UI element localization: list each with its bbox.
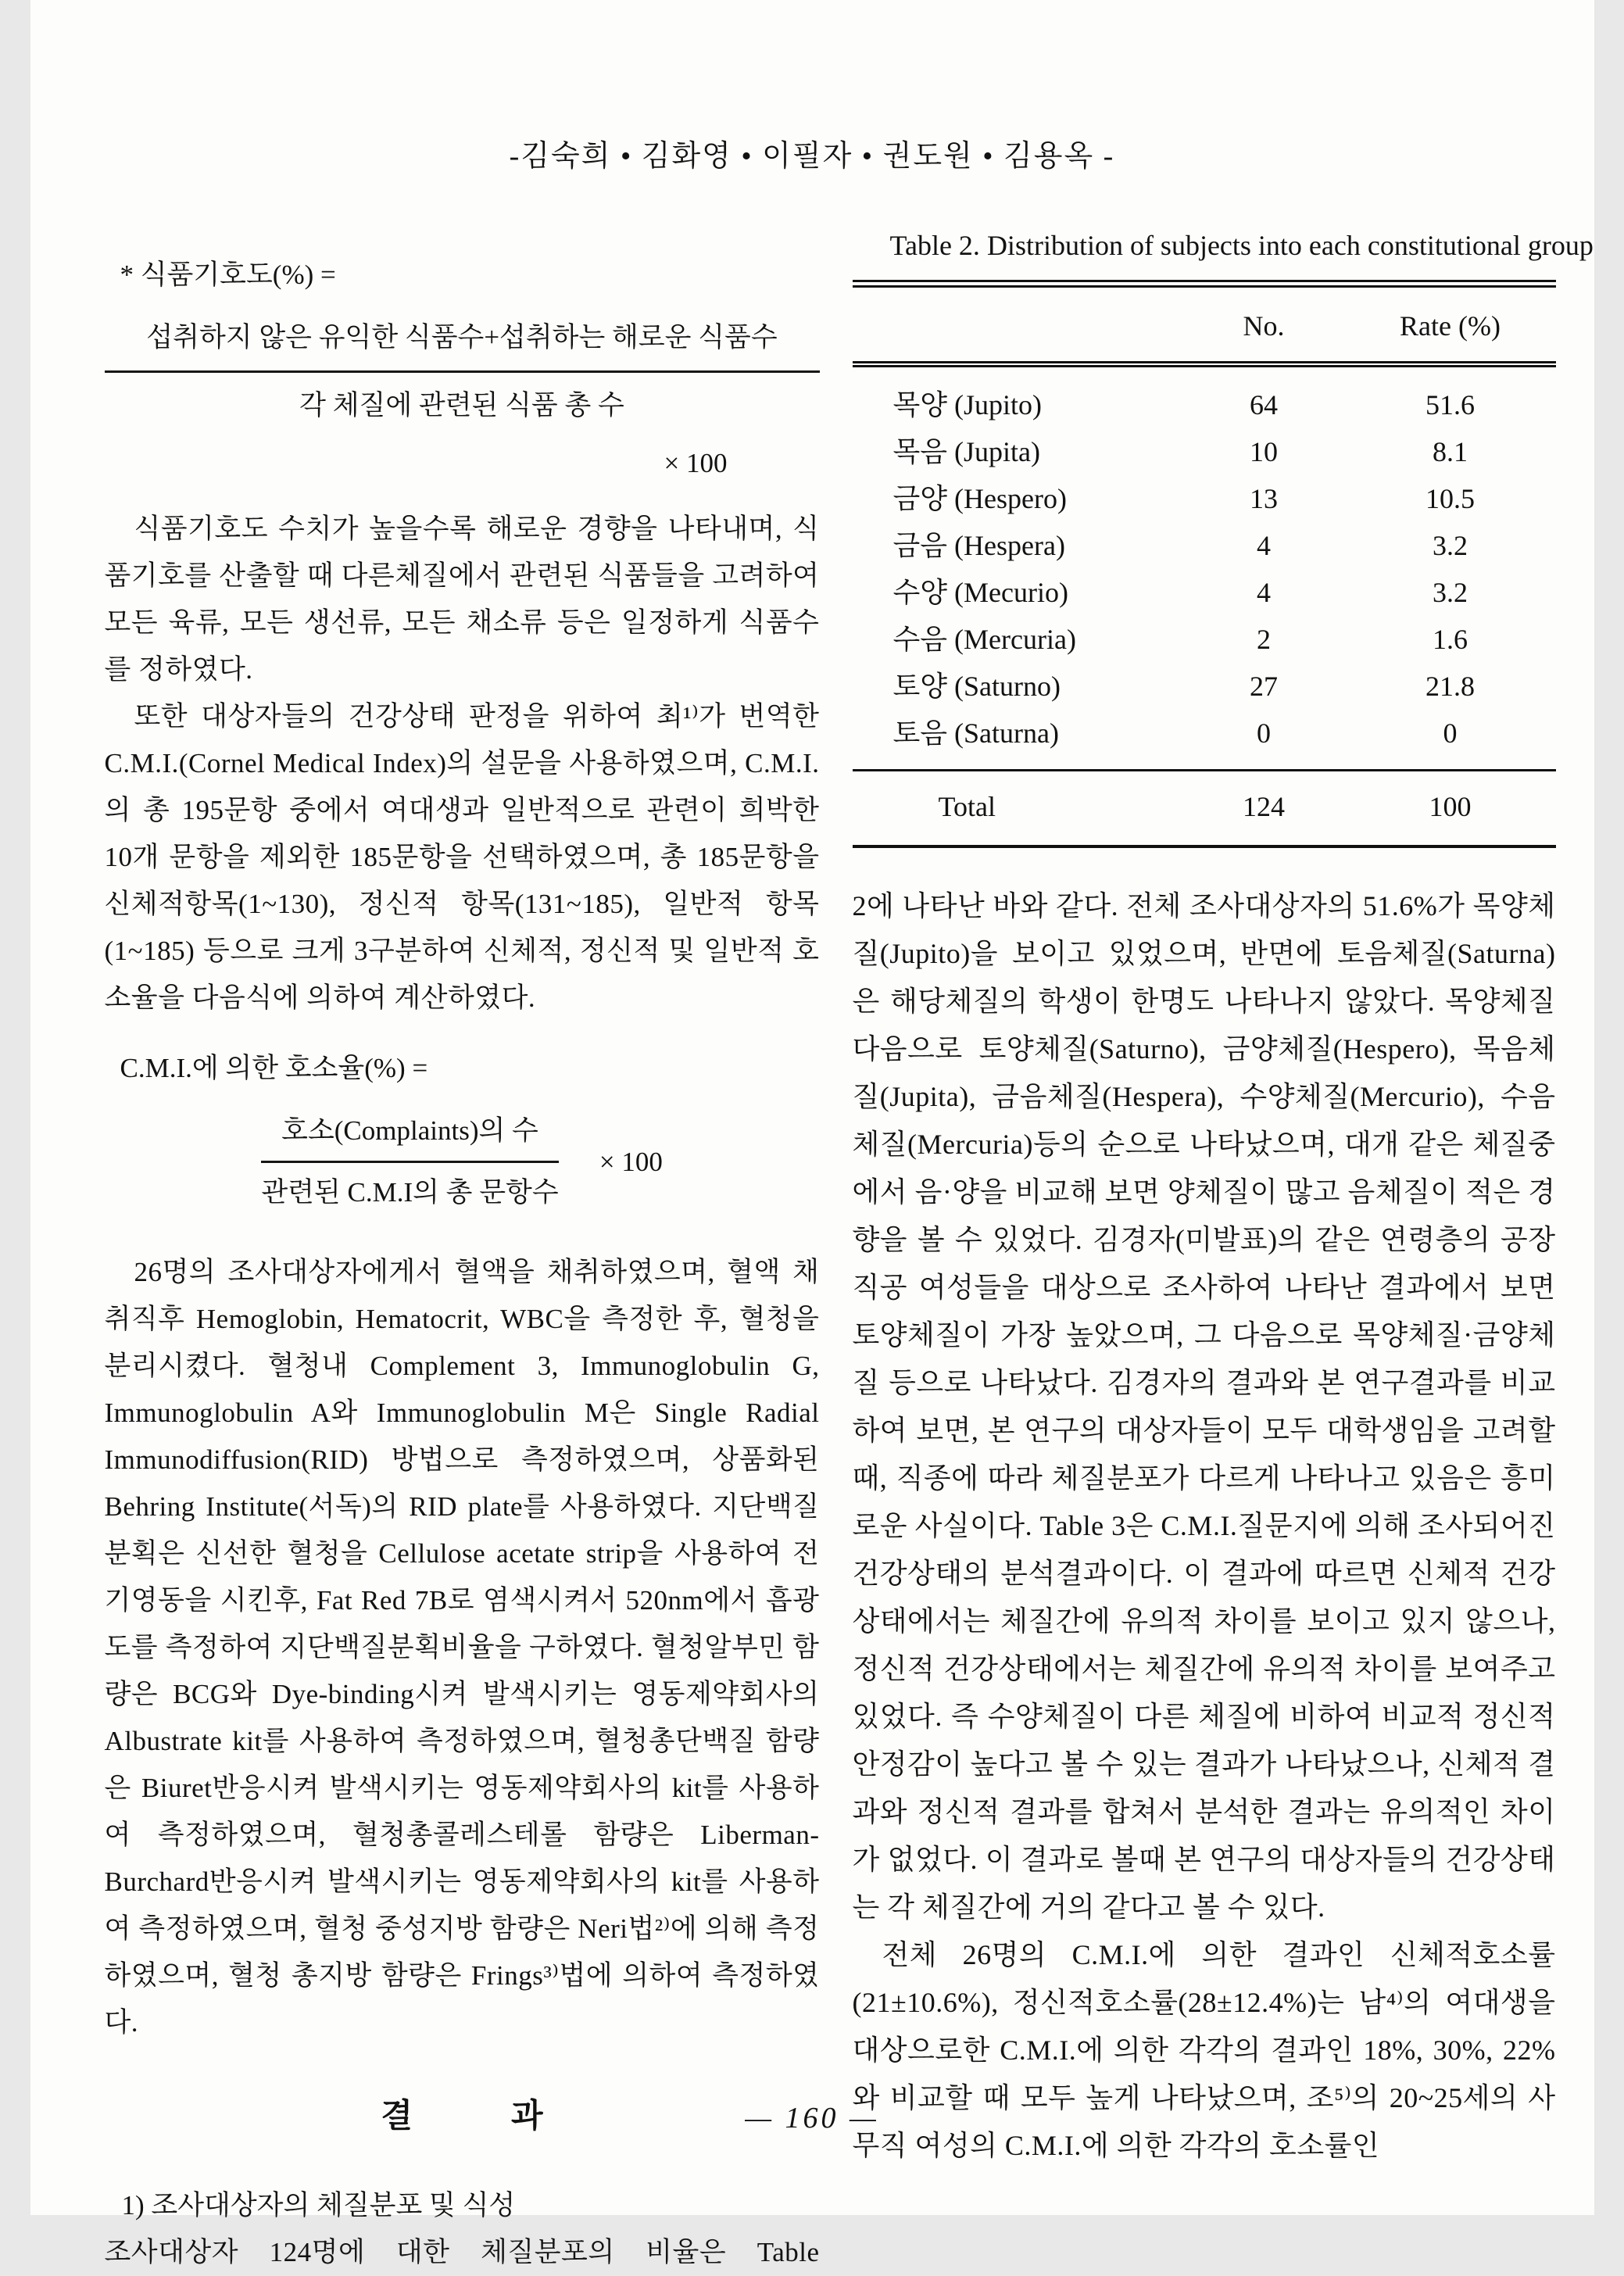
section-heading-results: 결 과 (105, 2090, 820, 2137)
table-footer (853, 771, 1556, 847)
row-no: 0 (1183, 710, 1345, 771)
row-label: 수음 (Mercuria) (853, 616, 1183, 663)
row-label: 토양 (Saturno) (853, 663, 1183, 710)
table-row (853, 428, 1556, 475)
table-2-constitution-distribution (853, 280, 1556, 848)
row-no: 10 (1183, 428, 1345, 475)
formula-cmi-complaint-rate (105, 1045, 820, 1213)
row-no: 13 (1183, 475, 1345, 522)
table-caption-text: Distribution of subjects into each constitutional group (987, 230, 1594, 261)
table-body (853, 364, 1556, 771)
paragraph: 전체 26명의 C.M.I.에 의한 결과인 신체적호소률(21±10.6%), 정신적호소률(28±12.4%)는 남⁴⁾의 여대생을 대상으로한 C.M.I.에 의한 각각의 결과인 18%, 30%, 22%와 비교할 때 모두 높게 나타났으며, 조⁵⁾의 20~25세의 사무직 여성의 C.M.I.에 의한 각각의 호소률인 (853, 1931, 1556, 2170)
table-row (853, 569, 1556, 616)
left-column (105, 252, 820, 2276)
row-label: 토음 (Saturna) (853, 710, 1183, 771)
total-rate: 100 (1345, 771, 1556, 847)
paragraph: 26명의 조사대상자에게서 혈액을 채취하였으며, 혈액 채취직후 Hemoglobin, Hematocrit, WBC을 측정한 후, 혈청을 분리시켰다. 혈청내 Complement 3, Immunoglobulin G, Immunoglobulin A와 Immunoglobulin M은 Single Radial Immunodiffusion(RID) 방법으로 측정하였으며, 상품화된 Behring Institute(서독)의 RID plate를 사용하였다. 지단백질분획은 신선한 혈청을 Cellulose acetate strip을 사용하여 전기영동을 시킨후, Fat Red 7B로 염색시켜서 520nm에서 흡광도를 측정하여 지단백질분획비율을 구하였다. 혈청알부민 함량은 BCG와 Dye-binding시켜 발색시키는 영동제약회사의 Albustrate kit를 사용하여 측정하였으며, 혈청총단백질 함량은 Biuret반응시켜 발색시키는 영동제약회사의 kit를 사용하여 측정하였으며, 혈청총콜레스테롤 함량은 Liberman-Burchard반응시켜 발색시키는 영동제약회사의 kit를 사용하여 측정하였으며, 혈청 중성지방 함량은 Neri법²⁾에 의해 측정하였으며, 혈청 총지방 함량은 Frings³⁾법에 의하여 측정하였다. (105, 1249, 820, 2046)
header-cell-blank (853, 284, 1183, 364)
row-label: 수양 (Mecurio) (853, 569, 1183, 616)
row-label: 목음 (Jupita) (853, 428, 1183, 475)
row-rate: 0 (1345, 710, 1556, 771)
row-label: 금양 (Hespero) (853, 475, 1183, 522)
authors-line: -김숙희 • 김화영 • 이필자 • 권도원 • 김용옥 - (30, 131, 1594, 174)
table-total-row (853, 771, 1556, 847)
row-rate: 3.2 (1345, 522, 1556, 569)
right-column (853, 225, 1556, 2170)
header-cell-no: No. (1183, 284, 1345, 364)
total-label: Total (853, 771, 1183, 847)
row-rate: 10.5 (1345, 475, 1556, 522)
row-no: 4 (1183, 522, 1345, 569)
row-no: 64 (1183, 364, 1345, 428)
formula-title: * 식품기호도(%) = (120, 252, 820, 299)
row-rate: 1.6 (1345, 616, 1556, 663)
table-row (853, 522, 1556, 569)
row-no: 2 (1183, 616, 1345, 663)
row-rate: 51.6 (1345, 364, 1556, 428)
row-rate: 8.1 (1345, 428, 1556, 475)
row-label: 금음 (Hespera) (853, 522, 1183, 569)
table-row (853, 616, 1556, 663)
table-row (853, 475, 1556, 522)
fraction-numerator: 섭취하지 않은 유익한 식품수+섭취하는 해로운 식품수 (105, 317, 820, 373)
formula-food-preference (105, 252, 820, 479)
paragraph: 조사대상자 124명에 대한 체질분포의 비율은 Table (105, 2229, 820, 2276)
table-header (853, 284, 1556, 364)
total-no: 124 (1183, 771, 1345, 847)
fraction-row (105, 1111, 820, 1213)
fraction (261, 1111, 559, 1213)
row-no: 4 (1183, 569, 1345, 616)
formula-title: C.M.I.에 의한 호소율(%) = (120, 1045, 820, 1092)
paragraph: 2에 나타난 바와 같다. 전체 조사대상자의 51.6%가 목양체질(Jupito)을 보이고 있었으며, 반면에 토음체질(Saturna)은 해당체질의 학생이 한명도 나타나지 않았다. 목양체질 다음으로 토양체질(Saturno), 금양체질(Hespero), 목음체질(Jupita), 금음체질(Hespera), 수양체질(Mercurio), 수음체질(Mercuria)등의 순으로 나타났으며, 대개 같은 체질중에서 음·양을 비교해 보면 양체질이 많고 음체질이 적은 경향을 볼 수 있었다. 김경자(미발표)의 같은 연령층의 공장직공 여성들을 대상으로 조사하여 나타난 결과에서 보면 토양체질이 가장 높았으며, 그 다음으로 목양체질·금양체질 등으로 나타났다. 김경자의 결과와 본 연구결과를 비교하여 보면, 본 연구의 대상자들이 모두 대학생임을 고려할때, 직종에 따라 체질분포가 다르게 나타나고 있음은 흥미로운 사실이다. Table 3은 C.M.I.질문지에 의해 조사되어진 건강상태의 분석결과이다. 이 결과에 따르면 신체적 건강상태에서는 체질간에 유의적 차이를 보이고 있지 않으나, 정신적 건강상태에서는 체질간에 유의적 차이를 보여주고 있었다. 즉 수양체질이 다른 체질에 비하여 비교적 정신적 안정감이 높다고 볼 수 있는 결과가 나타났으나, 신체적 결과와 정신적 결과를 합쳐서 분석한 결과는 유의적인 차이가 없었다. 이 결과로 볼때 본 연구의 대상자들의 건강상태는 각 체질간에 거의 같다고 볼 수 있다. (853, 882, 1556, 1931)
paragraph: 또한 대상자들의 건강상태 판정을 위하여 최¹⁾가 번역한 C.M.I.(Cornel Medical Index)의 설문을 사용하였으며, C.M.I.의 총 195문항 중에서 여대생과 일반적으로 관련이 희박한 10개 문항을 제외한 185문항을 선택하였으며, 총 185문항을 신체적항목(1~130), 정신적 항목(131~185), 일반적 항목(1~185) 등으로 크게 3구분하여 신체적, 정신적 및 일반적 호소율을 다음식에 의하여 계산하였다. (105, 693, 820, 1022)
table-caption (890, 225, 1624, 266)
fraction-denominator: 관련된 C.M.I의 총 문항수 (261, 1163, 559, 1213)
formula-multiplier: × 100 (105, 448, 820, 479)
header-cell-rate: Rate (%) (1345, 284, 1556, 364)
row-rate: 3.2 (1345, 569, 1556, 616)
formula-multiplier: × 100 (599, 1147, 663, 1178)
row-label: 목양 (Jupito) (853, 364, 1183, 428)
paper-page (30, 0, 1594, 2215)
table-caption-label: Table 2. (890, 230, 980, 261)
fraction-denominator: 각 체질에 관련된 식품 총 수 (105, 373, 820, 426)
row-no: 27 (1183, 663, 1345, 710)
paragraph: 식품기호도 수치가 높을수록 해로운 경향을 나타내며, 식품기호를 산출할 때 다른체질에서 관련된 식품들을 고려하여 모든 육류, 모든 생선류, 모든 채소류 등은 일정하게 식품수를 정하였다. (105, 506, 820, 693)
numbered-subheading: 1) 조사대상자의 체질분포 및 식성 (122, 2182, 820, 2229)
row-rate: 21.8 (1345, 663, 1556, 710)
page-number: — 160 — (30, 2101, 1594, 2135)
fraction-numerator: 호소(Complaints)의 수 (261, 1111, 559, 1163)
table-row (853, 710, 1556, 771)
table-header-row (853, 284, 1556, 364)
table-row (853, 364, 1556, 428)
fraction (105, 317, 820, 426)
table-row (853, 663, 1556, 710)
